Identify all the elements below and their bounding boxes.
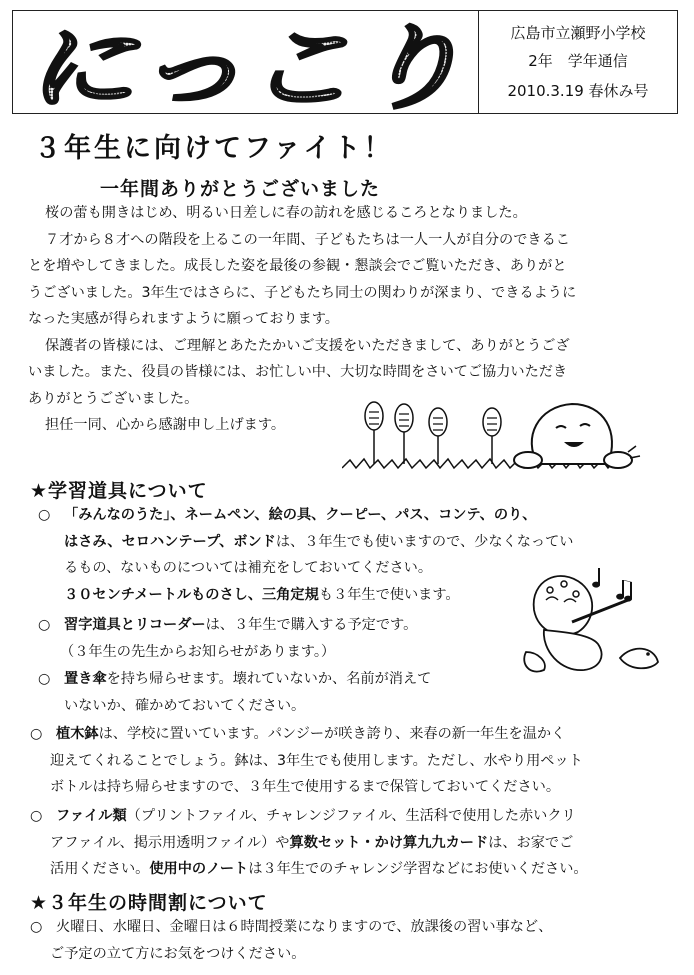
item1-text3: るもの、ないものについては補充をしておいてください。 — [64, 560, 433, 576]
page-subtitle: 一年間ありがとうございました — [100, 178, 381, 200]
item4-text3: ボトルは持ち帰らせますので、３年生で使用するまで保管しておいてください。 — [50, 779, 561, 795]
item4-text1: は、学校に置いています。パンジーが咲き誇り、来春の新一年生を温かく — [98, 726, 566, 742]
item5-bold1: ファイル類 — [56, 808, 127, 824]
masthead-title: にっこり — [26, 15, 466, 110]
page-title: ３年生に向けてファイト！ — [34, 133, 394, 164]
header-divider — [478, 10, 479, 114]
section-heading-tools: ★学習道具について — [30, 480, 208, 502]
bullet-icon: ○ — [38, 671, 51, 687]
item1-bold2: はさみ、セロハンテープ、ボンド — [64, 533, 276, 550]
recorder-girl-illustration — [520, 560, 670, 680]
list-item — [38, 502, 573, 608]
intro-p3-l3: ありがとうございました。 — [28, 390, 199, 407]
item1-bold1: 「みんなのうた」、ネームペン、絵の具、クーピー、パス、コンテ、のり、 — [64, 507, 537, 523]
bullet-icon: ○ — [38, 617, 51, 633]
section-heading-timetable: ★３年生の時間割について — [30, 892, 268, 914]
item2-text1: は、３年生で購入する予定です。 — [205, 617, 418, 633]
bullet-icon: ○ — [38, 507, 51, 523]
intro-p4: 担任一同、心から感謝申し上げます。 — [45, 417, 286, 433]
item1-text4: も３年生で使います。 — [318, 586, 460, 603]
item4-bold1: 植木鉢 — [56, 726, 99, 742]
intro-p2-l1: ７才から８才への階段を上るこの一年間、子どもたちは一人一人が自分のできるこ — [45, 231, 570, 248]
intro-p3-l1: 保護者の皆様には、ご理解とあたたかいご支援をいただきまして、ありがとうござ — [45, 337, 570, 354]
timetable-line2: ご予定の立て方にお気をつけください。 — [50, 945, 306, 962]
list-item — [38, 612, 417, 665]
item5-text3b: は３年生でのチャレンジ学習などにお使いください。 — [248, 861, 588, 877]
intro-p1: 桜の蕾も開きはじめ、明るい日差しに春の訪れを感じるころとなりました。 — [45, 205, 527, 221]
item3-bold1: 置き傘 — [64, 671, 107, 687]
item3-text2: いないか、確かめておいてください。 — [64, 697, 306, 714]
item5-text1: （プリントファイル、チャレンジファイル、生活科で使用した赤いクリ — [126, 808, 576, 824]
item5-text3a: 活用ください。 — [50, 861, 150, 877]
masthead-logo — [22, 14, 472, 110]
item5-text2a: アファイル、掲示用透明ファイル）や — [50, 834, 290, 851]
item5-text2b: は、お家でご — [488, 834, 574, 851]
school-name: 広島市立瀬野小学校 — [510, 24, 646, 42]
grade-line: 2年 学年通信 — [528, 52, 628, 70]
item2-text2: （３年生の先生からお知らせがあります。） — [60, 643, 336, 660]
intro-p2-l4: なった実感が得られますように願っております。 — [28, 311, 339, 327]
item3-text1: を持ち帰らせます。壊れていないか、名前が消えて — [106, 671, 432, 687]
item1-bold4: ３０センチメートルものさし、三角定規 — [64, 586, 319, 603]
flowers-illustration — [342, 398, 672, 474]
intro-p3-l2: いました。また、役員の皆様には、お忙しい中、大切な時間をさいてご協力いただき — [28, 364, 568, 380]
bullet-icon: ○ — [30, 808, 43, 824]
item5-bold2: 算数セット・かけ算九九カード — [289, 834, 489, 851]
timetable-line1: 火曜日、水曜日、金曜日は６時間授業になりますので、放課後の習い事など、 — [56, 919, 553, 935]
item4-text2: 迎えてくれることでしょう。鉢は、3年生でも使用します。ただし、水やり用ペット — [50, 752, 583, 769]
bullet-icon: ○ — [30, 919, 43, 935]
bullet-icon: ○ — [30, 726, 43, 742]
list-item — [30, 721, 583, 801]
issue-line: 2010.3.19 春休み号 — [507, 82, 649, 100]
list-item — [38, 666, 431, 719]
intro-p2-l3: うございました。3年生ではさらに、子どもたち同士の関わりが深まり、できるように — [28, 284, 577, 301]
smiling-character-icon — [514, 404, 640, 468]
item1-text2: は、３年生でも使いますので、少なくなってい — [275, 533, 574, 550]
intro-p2-l2: とを増やしてきました。成長した姿を最後の参観・懇談会でご覧いただき、ありがと — [28, 258, 567, 274]
list-item — [30, 803, 588, 883]
item5-bold3: 使用中のノート — [149, 861, 249, 877]
list-item — [30, 914, 552, 967]
item2-bold1: 習字道具とリコーダー — [64, 617, 206, 633]
